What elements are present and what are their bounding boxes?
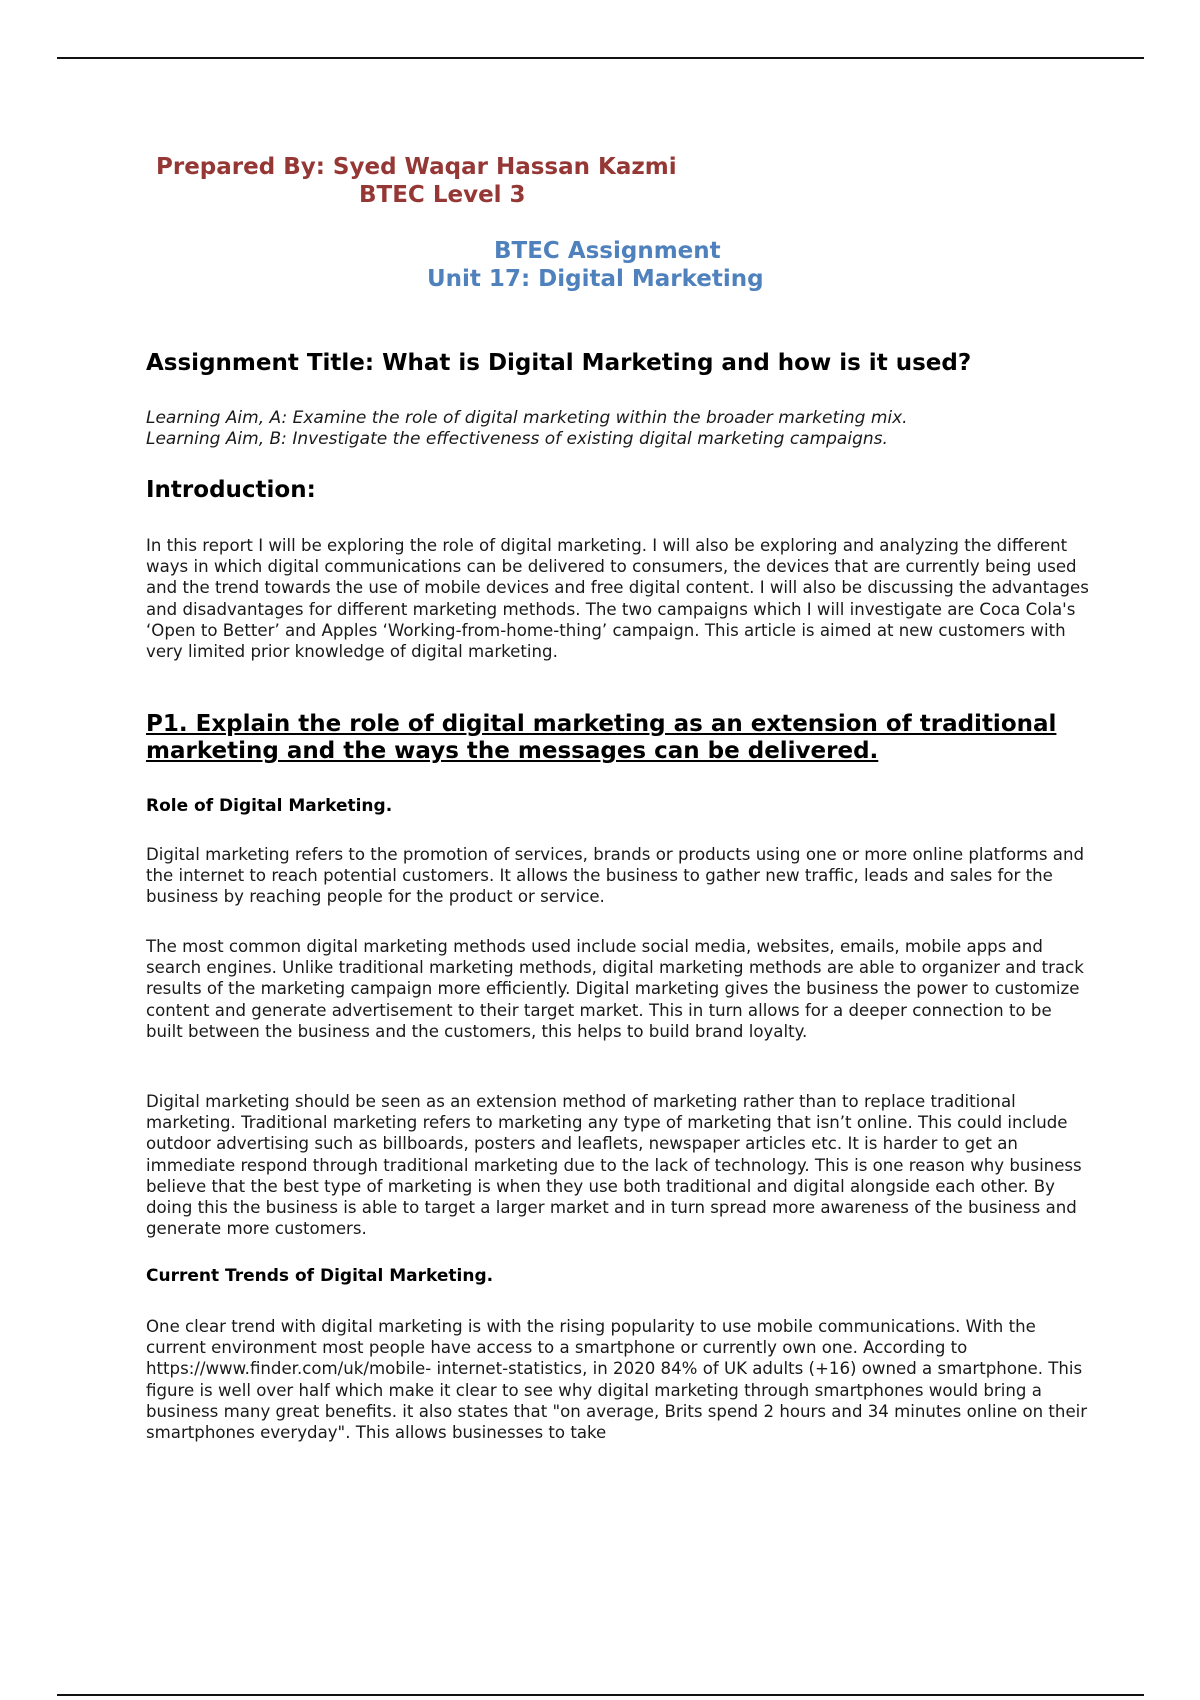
top-rule <box>57 57 1144 59</box>
unit-title: Unit 17: Digital Marketing <box>427 266 764 292</box>
p1-heading: P1. Explain the role of digital marketing as an extension of traditional marketing and the ways the messages can be delivered. <box>146 711 1057 764</box>
assignment-title: Assignment Title: What is Digital Marketing and how is it used? <box>146 350 972 376</box>
introduction-heading: Introduction: <box>146 477 316 503</box>
role-paragraph-1: Digital marketing refers to the promotion of services, brands or products using one or more online platforms and the internet to reach potential customers. It allows the business to gather new traffic, leads and sales for the business by reaching people for the product or service. <box>146 845 1085 907</box>
role-heading: Role of Digital Marketing. <box>146 796 393 816</box>
trends-heading: Current Trends of Digital Marketing. <box>146 1266 494 1286</box>
assignment-label: BTEC Assignment <box>494 238 721 264</box>
learning-aim-a: Learning Aim, A: Examine the role of digital marketing within the broader marketing mix. <box>146 408 908 428</box>
prepared-by: Prepared By: Syed Waqar Hassan Kazmi <box>156 154 677 180</box>
trends-paragraph: One clear trend with digital marketing is with the rising popularity to use mobile communications. With the current environment most people have access to a smartphone or currently own one. According to https://www.finder.com/uk/mobile- internet-statistics, in 2020 84% of UK adults (+16) owned a smartphone. This figure is well over half which make it clear to see why digital marketing through smartphones would bring a business many great benefits. it also states that "on average, Brits spend 2 hours and 34 minutes online on their smartphones everyday". This allows businesses to take <box>146 1317 1088 1443</box>
introduction-paragraph: In this report I will be exploring the role of digital marketing. I will also be exploring and analyzing the different ways in which digital communications can be delivered to consumers, the devices that are currently being used and the trend towards the use of mobile devices and free digital content. I will also be discussing the advantages and disadvantages for different marketing methods. The two campaigns which I will investigate are Coca Cola's ‘Open to Better’ and Apples ‘Working-from-home-thing’ campaign. This article is aimed at new customers with very limited prior knowledge of digital marketing. <box>146 536 1089 662</box>
learning-aim-b: Learning Aim, B: Investigate the effectiveness of existing digital marketing campaigns. <box>146 429 888 449</box>
role-paragraph-2: The most common digital marketing methods used include social media, websites, emails, mobile apps and search engines. Unlike traditional marketing methods, digital marketing methods are able to organizer and track results of the marketing campaign more efficiently. Digital marketing gives the business the power to customize content and generate advertisement to their target market. This in turn allows for a deeper connection to be built between the business and the customers, this helps to build brand loyalty. <box>146 937 1084 1041</box>
level: BTEC Level 3 <box>359 182 526 208</box>
bottom-rule <box>57 1694 1144 1696</box>
role-paragraph-3: Digital marketing should be seen as an extension method of marketing rather than to replace traditional marketing. Traditional marketing refers to marketing any type of marketing that isn’t online. This could include outdoor advertising such as billboards, posters and leaflets, newspaper articles etc. It is harder to get an immediate respond through traditional marketing due to the lack of technology. This is one reason why business believe that the best type of marketing is when they use both traditional and digital alongside each other. By doing this the business is able to target a larger market and in turn spread more awareness of the business and generate more customers. <box>146 1092 1082 1239</box>
